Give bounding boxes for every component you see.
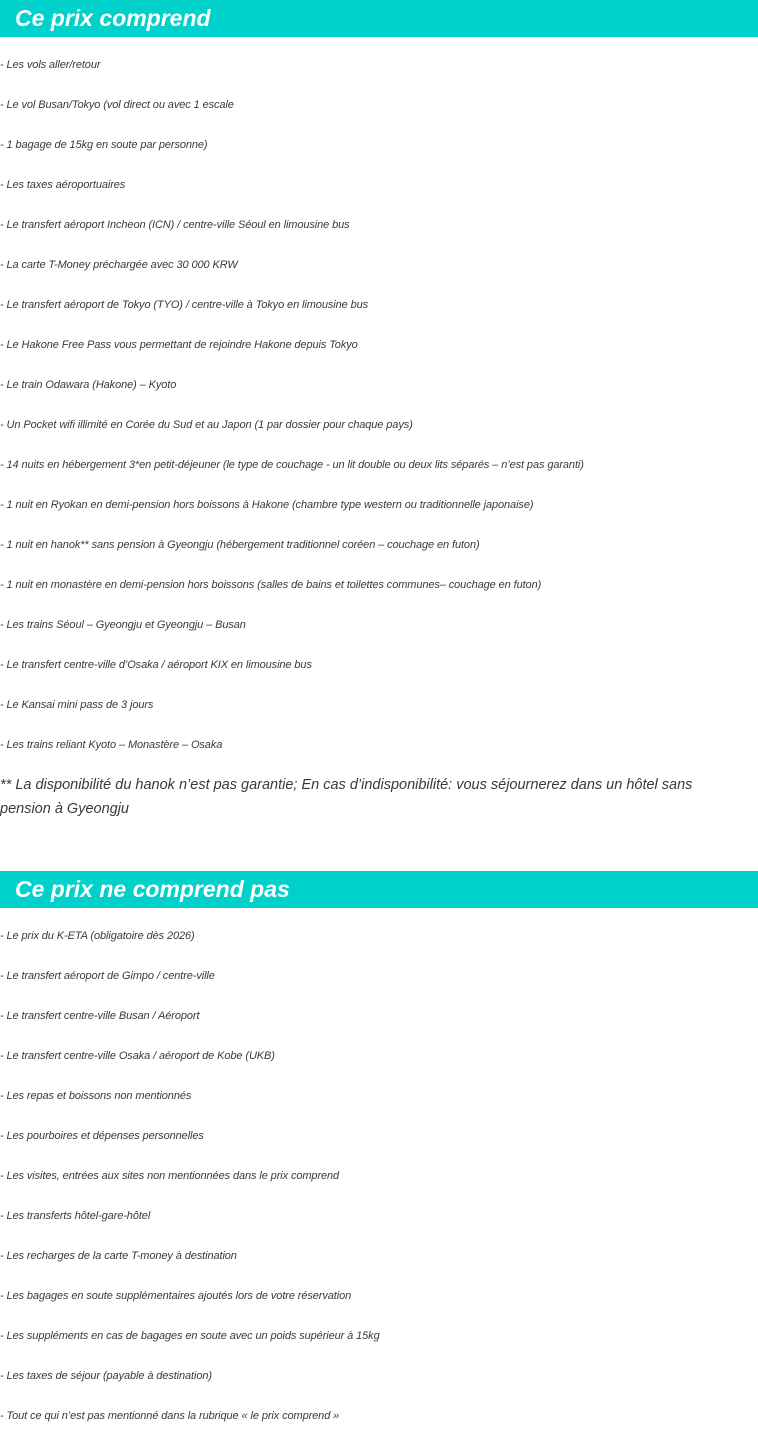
list-item: - Le transfert centre-ville d’Osaka / aéroport KIX en limousine bus [0, 659, 312, 671]
list-item: - 1 nuit en Ryokan en demi-pension hors boissons à Hakone (chambre type western ou traditionnelle japonaise) [0, 499, 534, 511]
list-item: - Les suppléments en cas de bagages en soute avec un poids supérieur à 15kg [0, 1330, 380, 1342]
list-item: - Le Kansai mini pass de 3 jours [0, 699, 154, 711]
list-item: - 1 nuit en hanok** sans pension à Gyeongju (hébergement traditionnel coréen – couchage en futon) [0, 539, 480, 551]
list-item: - Le train Odawara (Hakone) – Kyoto [0, 379, 177, 391]
list-item: - 1 bagage de 15kg en soute par personne) [0, 139, 208, 151]
list-item: - Tout ce qui n’est pas mentionné dans la rubrique « le prix comprend » [0, 1410, 340, 1422]
list-item: - Le transfert aéroport Incheon (ICN) / centre-ville Séoul en limousine bus [0, 219, 350, 231]
list-item: - Le Hakone Free Pass vous permettant de rejoindre Hakone depuis Tokyo [0, 339, 358, 351]
list-item: - Le transfert aéroport de Gimpo / centre-ville [0, 970, 215, 982]
list-item: - Les recharges de la carte T-money à destination [0, 1250, 237, 1262]
list-item: - Les visites, entrées aux sites non mentionnées dans le prix comprend [0, 1170, 340, 1182]
list-item: - Le transfert centre-ville Busan / Aéroport [0, 1010, 200, 1022]
included-section-title: Ce prix comprend [0, 0, 758, 37]
excluded-list [0, 926, 758, 1446]
list-item: - Le vol Busan/Tokyo (vol direct ou avec 1 escale [0, 99, 234, 111]
list-item: - Les transferts hôtel-gare-hôtel [0, 1210, 151, 1222]
excluded-section-title: Ce prix ne comprend pas [0, 871, 758, 908]
list-item: - 1 nuit en monastère en demi-pension hors boissons (salles de bains et toilettes communes– couchage en futon) [0, 579, 542, 591]
list-item: - 14 nuits en hébergement 3*en petit-déjeuner (le type de couchage - un lit double ou deux lits séparés – n’est pas garanti) [0, 459, 584, 471]
list-item: - Un Pocket wifi illimité en Corée du Sud et au Japon (1 par dossier pour chaque pays) [0, 419, 413, 431]
list-item: - La carte T-Money préchargée avec 30 000 KRW [0, 259, 238, 271]
list-item: - Les repas et boissons non mentionnés [0, 1090, 192, 1102]
list-item: - Les taxes de séjour (payable à destination) [0, 1370, 212, 1382]
included-list [0, 55, 758, 775]
list-item: - Les trains reliant Kyoto – Monastère – Osaka [0, 739, 223, 751]
list-item: - Le transfert aéroport de Tokyo (TYO) / centre-ville à Tokyo en limousine bus [0, 299, 369, 311]
list-item: - Les pourboires et dépenses personnelles [0, 1130, 204, 1142]
hanok-availability-note: ** La disponibilité du hanok n’est pas garantie; En cas d’indisponibilité: vous séjournerez dans un hôtel sans pension à Gyeongju [0, 777, 693, 817]
list-item: - Le transfert centre-ville Osaka / aéroport de Kobe (UKB) [0, 1050, 275, 1062]
list-item: - Les bagages en soute supplémentaires ajoutés lors de votre réservation [0, 1290, 352, 1302]
list-item: - Les taxes aéroportuaires [0, 179, 126, 191]
list-item: - Le prix du K-ETA (obligatoire dès 2026) [0, 930, 195, 942]
list-item: - Les vols aller/retour [0, 59, 101, 71]
list-item: - Les trains Séoul – Gyeongju et Gyeongju – Busan [0, 619, 246, 631]
